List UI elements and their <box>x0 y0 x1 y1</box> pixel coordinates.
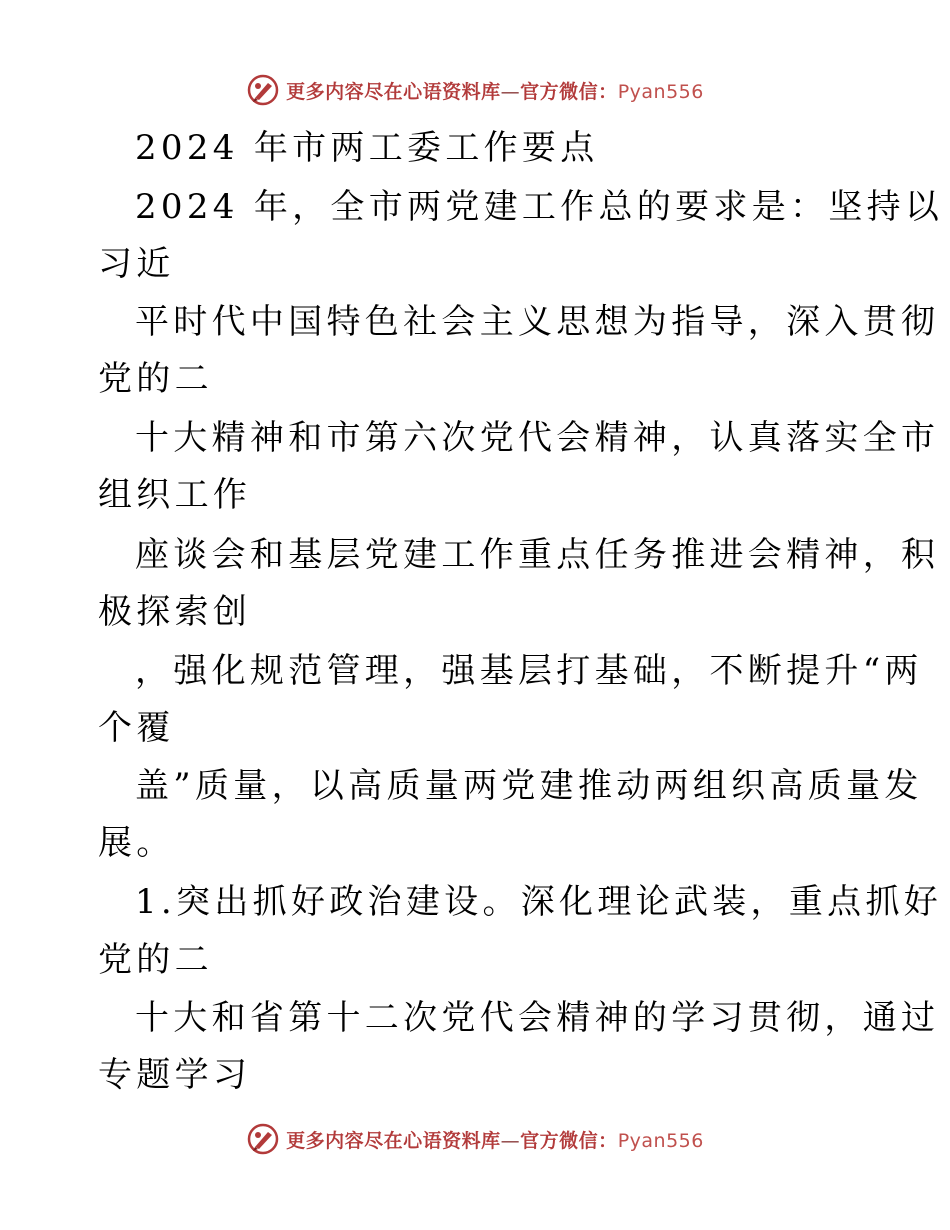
watermark-id: Pyan556 <box>617 80 704 103</box>
paragraph-line: 平时代中国特色社会主义思想为指导，深入贯彻 <box>135 302 940 342</box>
watermark-id: Pyan556 <box>617 1129 704 1152</box>
paragraph-line: 专题学习 <box>98 1055 252 1095</box>
pen-logo-icon <box>246 1122 280 1156</box>
footer-watermark <box>0 1121 950 1157</box>
paragraph-line: 十大和省第十二次党代会精神的学习贯彻，通过 <box>135 998 940 1038</box>
document-title: 2024 年市两工委工作要点 <box>135 128 599 168</box>
watermark-text <box>286 1126 704 1153</box>
paragraph-line: 十大精神和市第六次党代会精神，认真落实全市 <box>135 418 940 458</box>
watermark-separator: — <box>500 1129 521 1152</box>
paragraph-line: 党的二 <box>98 940 213 980</box>
section-heading-line: 1.突出抓好政治建设。深化理论武装，重点抓好 <box>135 882 943 922</box>
watermark-separator: — <box>500 80 521 103</box>
paragraph-line: 座谈会和基层党建工作重点任务推进会精神，积 <box>135 535 940 575</box>
paragraph-line: 极探索创 <box>98 592 252 632</box>
paragraph-line: 盖”质量，以高质量两党建推动两组织高质量发 <box>135 766 923 806</box>
paragraph-line: 党的二 <box>98 359 213 399</box>
watermark-channel: 官方微信： <box>520 80 618 103</box>
watermark-brand: 更多内容尽在心语资料库 <box>286 80 501 103</box>
paragraph-line: 组织工作 <box>98 475 252 515</box>
paragraph-line: 展。 <box>98 823 175 863</box>
watermark-brand: 更多内容尽在心语资料库 <box>286 1129 501 1152</box>
paragraph-line: ，强化规范管理，强基层打基础，不断提升“两 <box>135 651 923 691</box>
watermark-channel: 官方微信： <box>520 1129 618 1152</box>
paragraph-line: 2024 年，全市两党建工作总的要求是：坚持以 <box>135 187 944 227</box>
paragraph-line: 习近 <box>98 244 175 284</box>
paragraph-line: 个覆 <box>98 708 175 748</box>
